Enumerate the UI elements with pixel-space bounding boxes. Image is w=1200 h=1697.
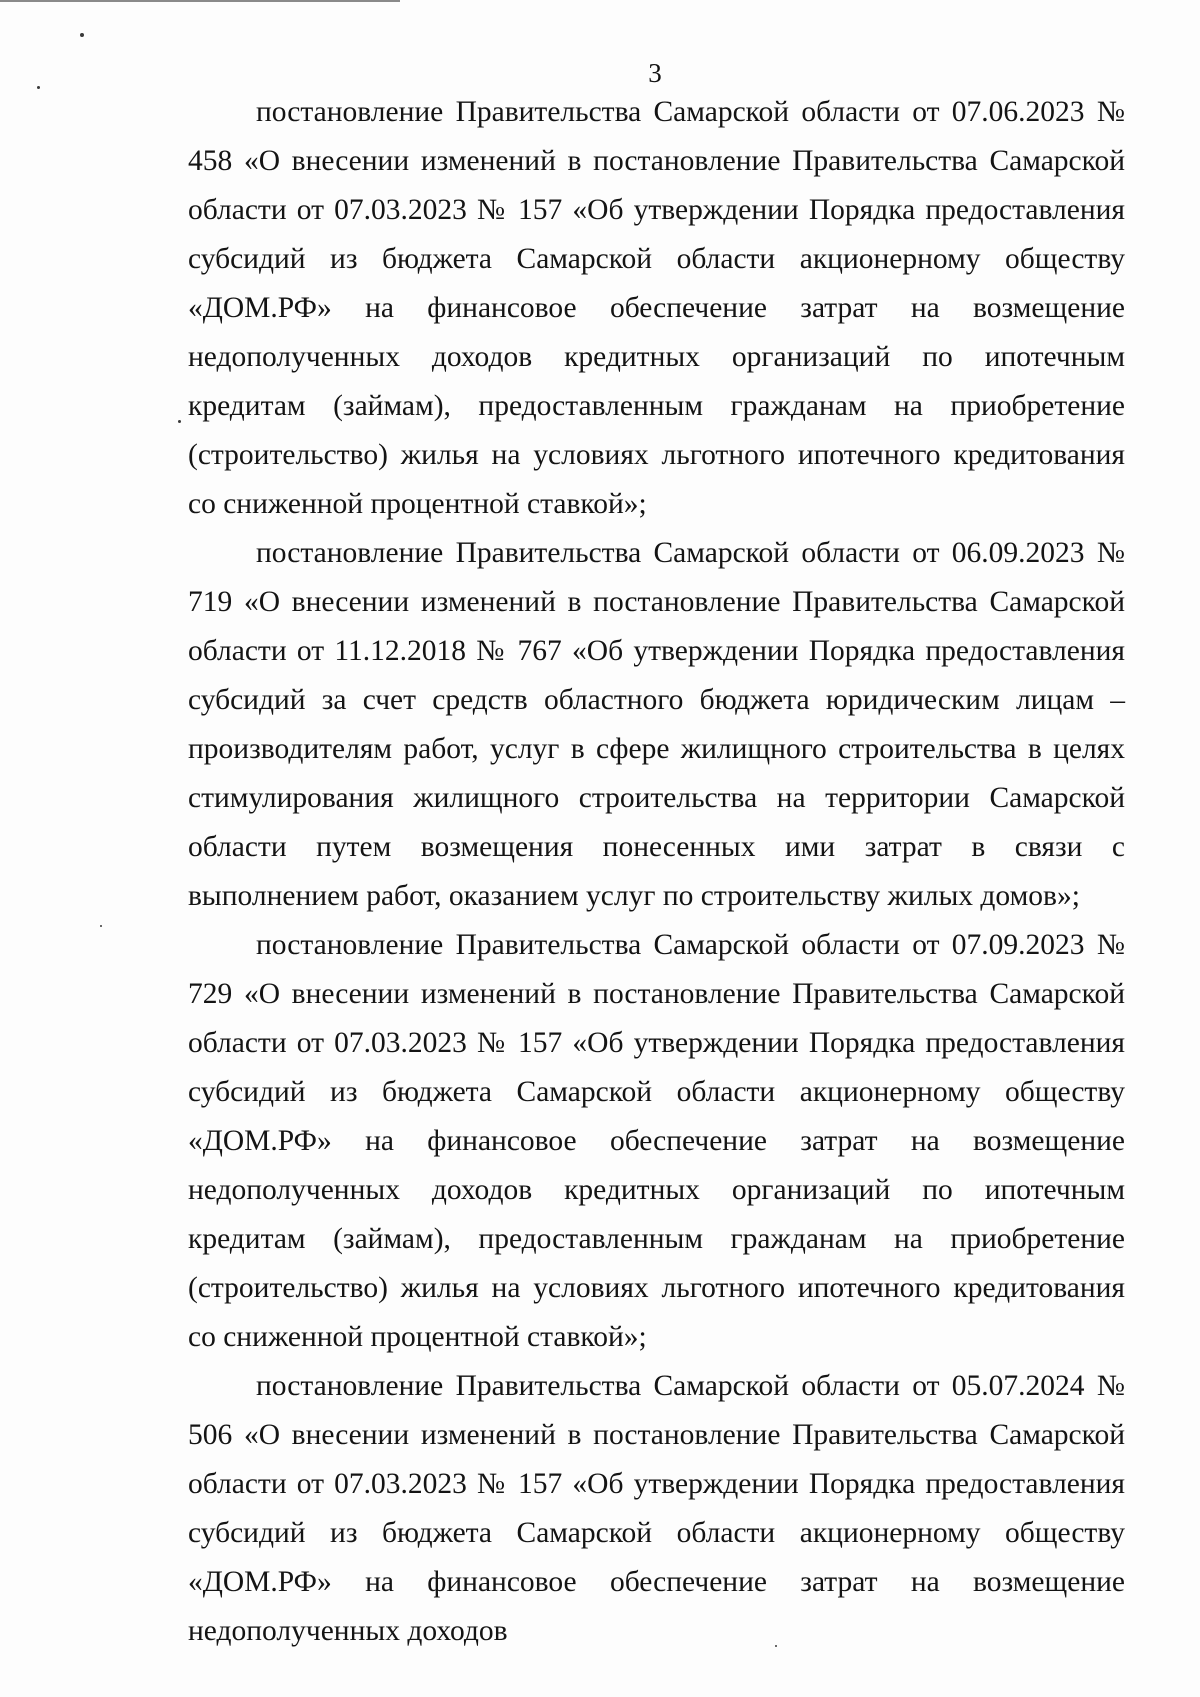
paragraph-resolution-506: постановление Правительства Самарской области от 05.07.2024 № 506 «О внесении изменений в постановление Правительства Самарской области от 07.03.2023 № 157 «Об утверждении Порядка предоставления субсидий из бюджета Самарской области акционерному обществу «ДОМ.РФ» на финансовое обеспечение затрат на возмещение недополученных доходов [188, 1370, 1125, 1647]
page-number: 3 [648, 58, 662, 88]
scan-speck [80, 33, 84, 37]
scan-edge-line [0, 0, 400, 2]
scan-speck [178, 420, 181, 423]
scan-speck [100, 925, 102, 927]
paragraph-resolution-719: постановление Правительства Самарской области от 06.09.2023 № 719 «О внесении изменений в постановление Правительства Самарской области от 11.12.2018 № 767 «Об утверждении Порядка предоставления субсидий за счет средств областного бюджета юридическим лицам – производителям работ, услуг в сфере жилищного строительства в целях стимулирования жилищного строительства на территории Самарской области путем возмещения понесенных ими затрат в связи с выполнением работ, оказанием услуг по строительству жилых домов»; [188, 537, 1125, 912]
paragraph-resolution-458: постановление Правительства Самарской области от 07.06.2023 № 458 «О внесении изменений в постановление Правительства Самарской области от 07.03.2023 № 157 «Об утверждении Порядка предоставления субсидий из бюджета Самарской области акционерному обществу «ДОМ.РФ» на финансовое обеспечение затрат на возмещение недополученных доходов кредитных организаций по ипотечным кредитам (займам), предоставленным гражданам на приобретение (строительство) жилья на условиях льготного ипотечного кредитования со сниженной процентной ставкой»; [188, 96, 1125, 520]
paragraph-resolution-729: постановление Правительства Самарской области от 07.09.2023 № 729 «О внесении изменений в постановление Правительства Самарской области от 07.03.2023 № 157 «Об утверждении Порядка предоставления субсидий из бюджета Самарской области акционерному обществу «ДОМ.РФ» на финансовое обеспечение затрат на возмещение недополученных доходов кредитных организаций по ипотечным кредитам (займам), предоставленным гражданам на приобретение (строительство) жилья на условиях льготного ипотечного кредитования со сниженной процентной ставкой»; [188, 929, 1125, 1353]
document-body [188, 88, 1125, 1656]
